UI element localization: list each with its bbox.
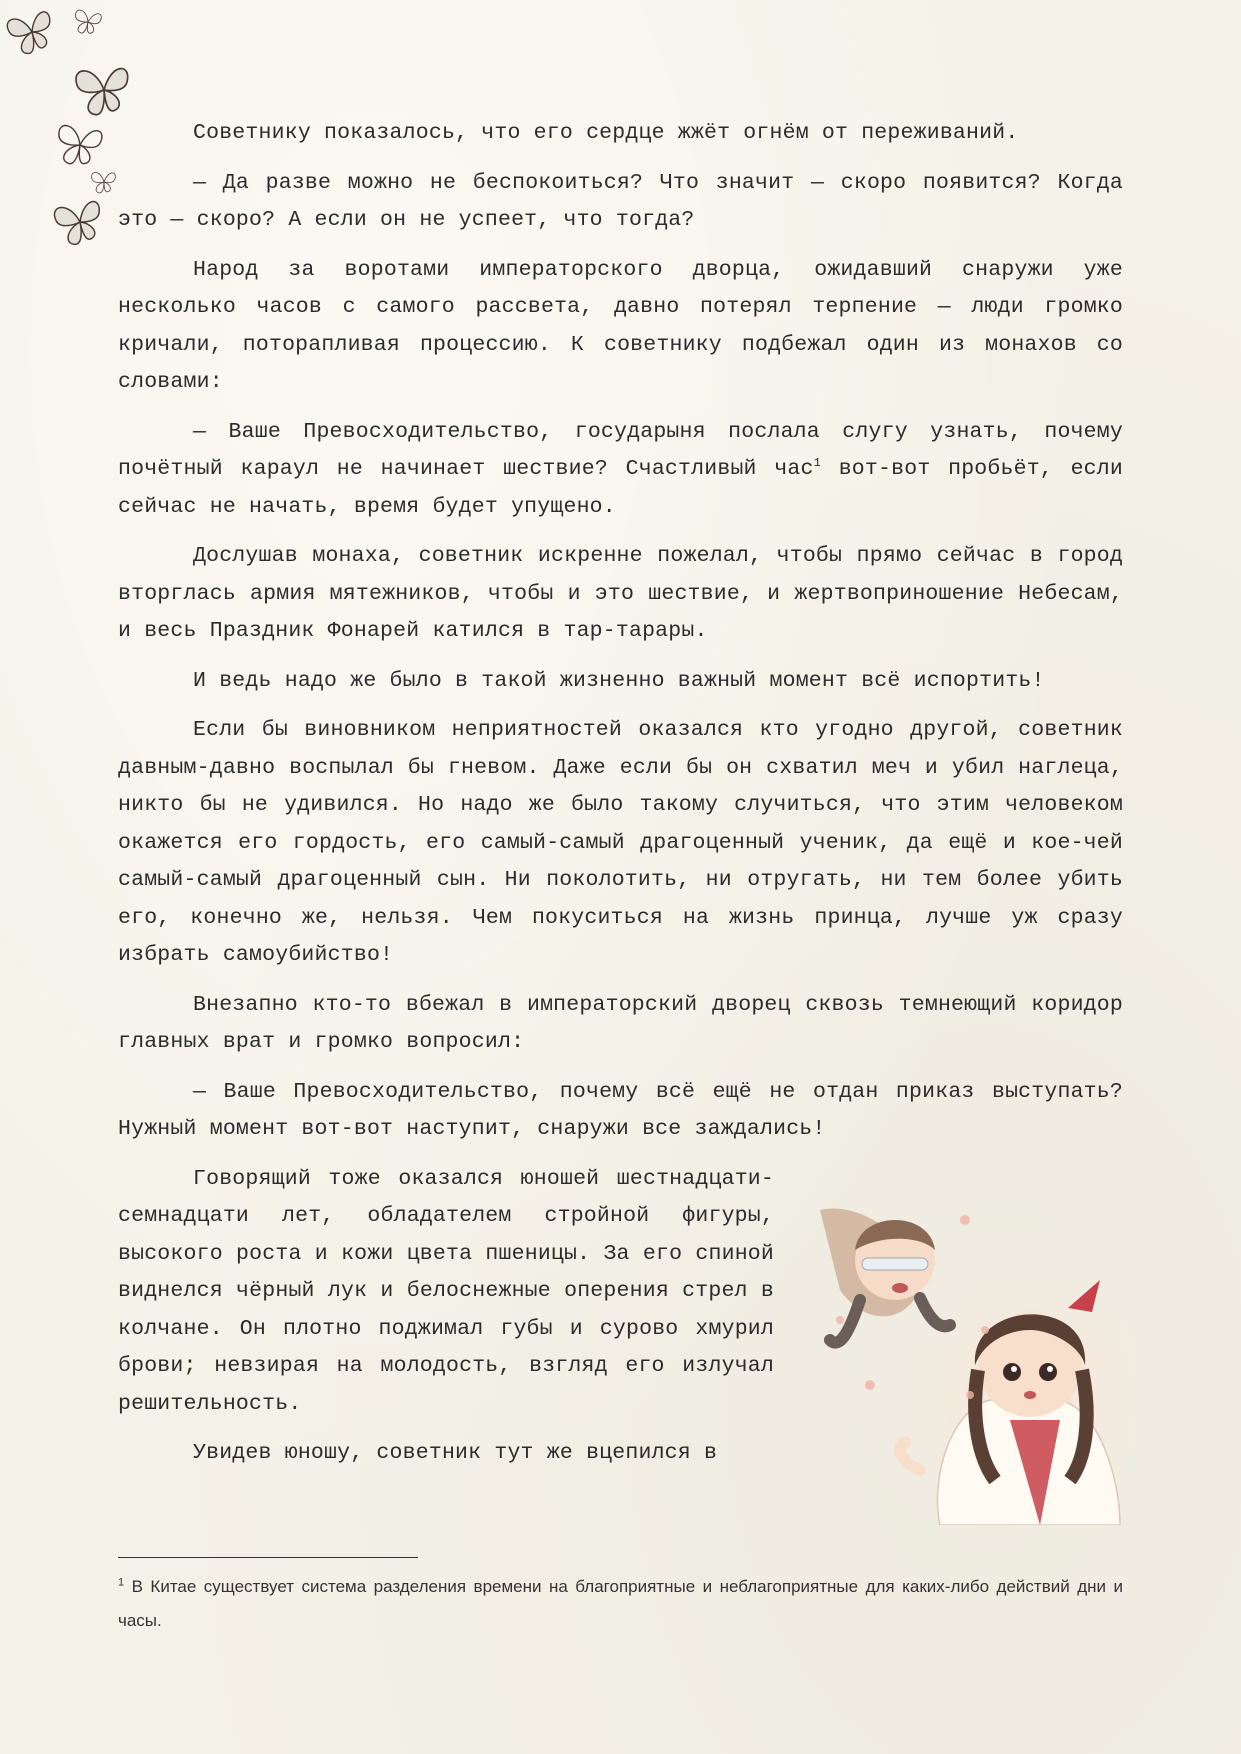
paragraph: Увидев юношу, советник тут же вцепился в bbox=[193, 1441, 718, 1465]
footnote bbox=[118, 1570, 1123, 1638]
paragraph: Дослушав монаха, советник искренне пожелал, чтобы прямо сейчас в город вторглась армия мятежников, чтобы и это шествие, и жертвоприношение Небесам, и весь Праздник Фонарей катился в тар-тарары. bbox=[118, 544, 1123, 643]
paragraph-text: вот-вот пробьёт, если сейчас не начать, время будет упущено. bbox=[118, 457, 1123, 519]
paragraph: Советнику показалось, что его сердце жжёт огнём от переживаний. bbox=[193, 121, 1019, 145]
paragraph: И ведь надо же было в такой жизненно важный момент всё испортить! bbox=[193, 668, 1045, 693]
chibi-illustration bbox=[800, 1180, 1135, 1525]
paragraph: Говорящий тоже оказался юношей шестнадцати-семнадцати лет, обладателем стройной фигуры, высокого роста и кожи цвета пшеницы. За его спиной виднелся чёрный лук и белоснежные оперения стрел в колчане. Он плотно поджимал губы и сурово хмурил брови; невзирая на молодость, взгляд его излучал решительность. bbox=[118, 1166, 774, 1416]
paragraph: — Да разве можно не беспокоиться? Что значит — скоро появится? Когда это — скоро? А если он не успеет, что тогда? bbox=[118, 170, 1123, 232]
footnote-ref[interactable]: 1 bbox=[813, 455, 822, 470]
paragraph bbox=[118, 414, 1123, 527]
footnote-separator bbox=[118, 1557, 418, 1558]
footnote-number: 1 bbox=[118, 1576, 125, 1589]
paragraph: Если бы виновником неприятностей оказался кто угодно другой, советник давным-давно воспылал бы гневом. Даже если бы он схватил меч и убил наглеца, никто бы не удивился. Но надо же было такому случиться, что этим человеком окажется его гордость, его самый-самый драгоценный ученик, да ещё и кое-чей самый-самый драгоценный сын. Ни поколотить, ни отругать, ни тем более убить его, конечно же, нельзя. Чем покуситься на жизнь принца, лучше уж сразу избрать самоубийство! bbox=[118, 718, 1123, 967]
footnote-text: В Китае существует система разделения времени на благоприятные и неблагоприятные для каких-либо действий дни и часы. bbox=[118, 1577, 1123, 1630]
wrapped-text-block bbox=[118, 1161, 774, 1473]
paragraph-text: — Ваше Превосходительство, государыня послала слугу узнать, почему почётный караул не начинает шествие? Счастливый час bbox=[118, 419, 1123, 481]
paragraph: Народ за воротами императорского дворца, ожидавший снаружи уже несколько часов с самого рассвета, давно потерял терпение — люди громко кричали, поторапливая процессию. К советнику подбежал один из монахов со словами: bbox=[118, 257, 1123, 394]
paragraph: Внезапно кто-то вбежал в императорский дворец сквозь темнеющий коридор главных врат и громко вопросил: bbox=[118, 992, 1123, 1054]
paragraph: — Ваше Превосходительство, почему всё ещё не отдан приказ выступать? Нужный момент вот-вот наступит, снаружи все заждались! bbox=[118, 1079, 1123, 1141]
